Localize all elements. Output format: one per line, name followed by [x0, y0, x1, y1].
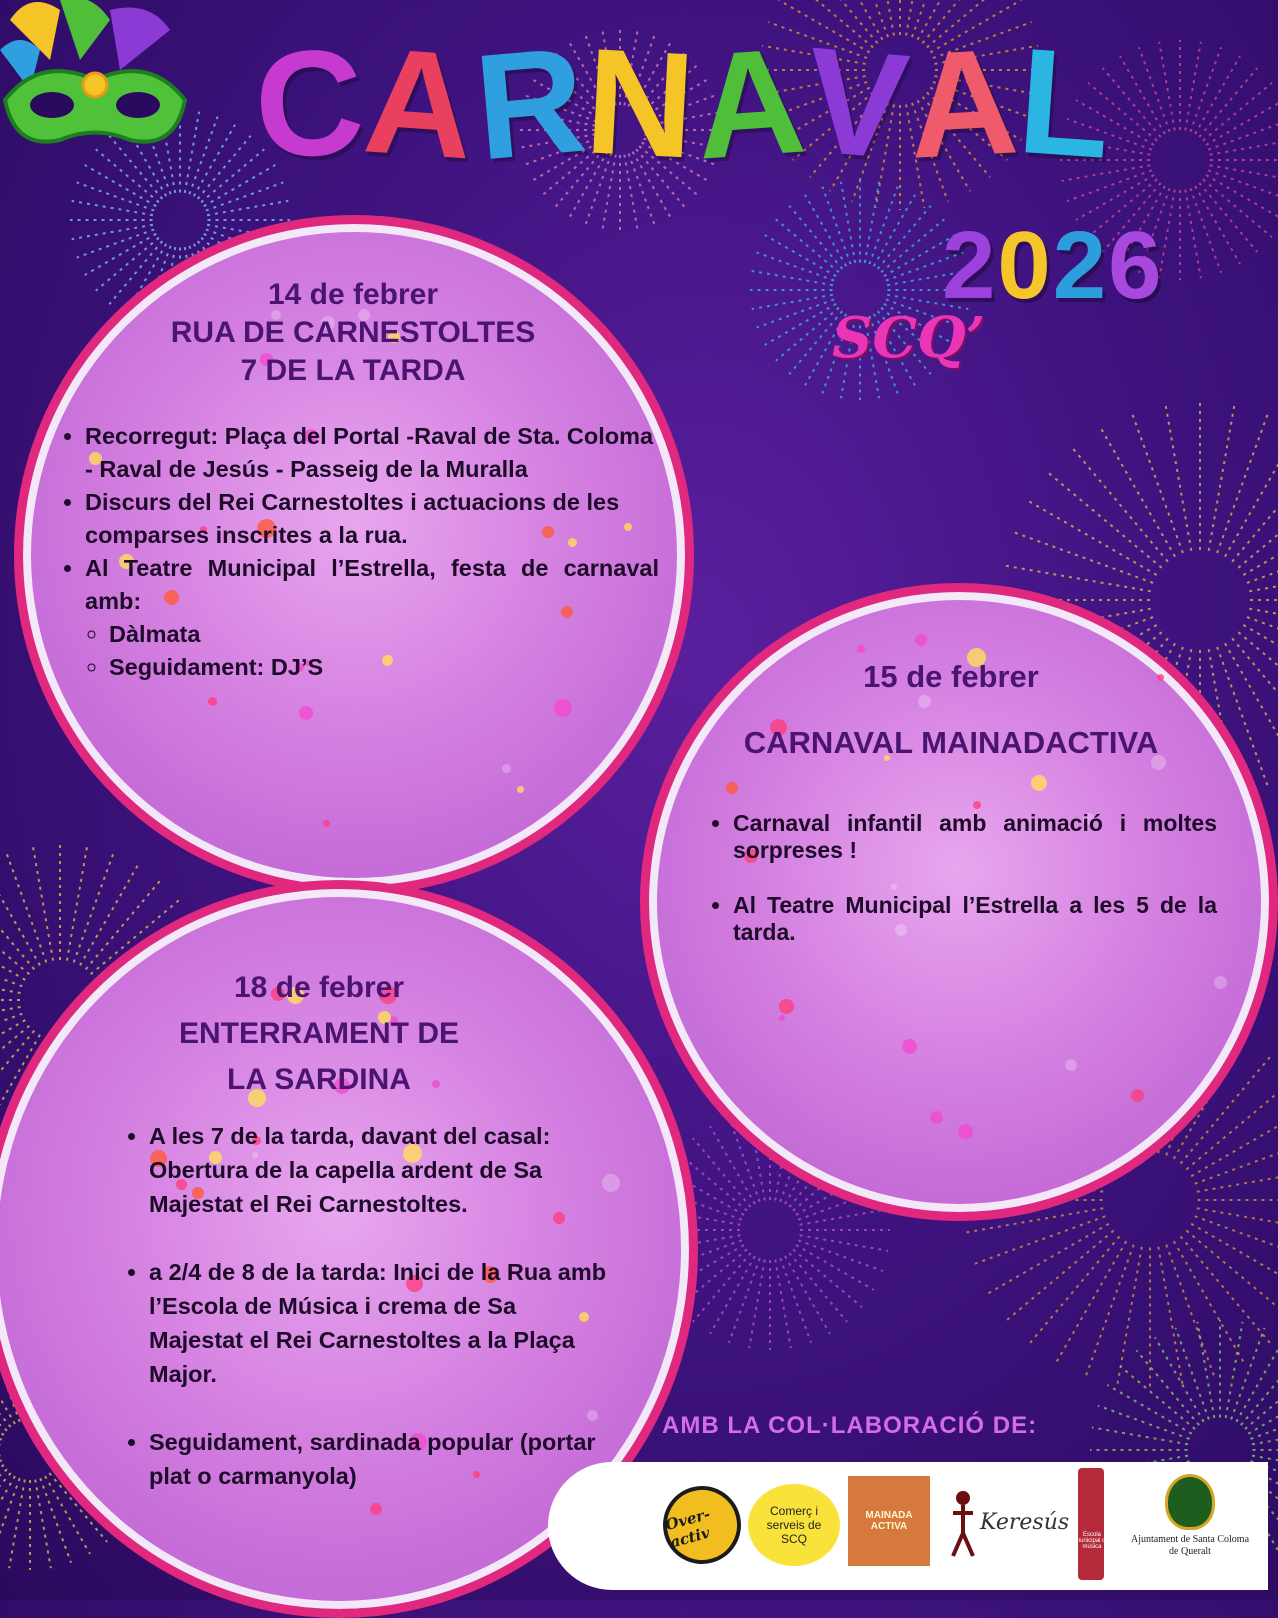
title-letter: R — [469, 23, 592, 182]
event-name-line: ENTERRAMENT DE — [29, 1011, 609, 1057]
event-circle-14-febrer — [14, 215, 694, 895]
event-name-line: LA SARDINA — [29, 1057, 609, 1103]
title-letter: L — [1014, 25, 1118, 181]
event-bullet: • A les 7 de la tarda, davant del casal: Obertura de la capella ardent de Sa Majestat el Rei Carnestoltes. — [149, 1119, 613, 1221]
keresus-logo: Keresús — [948, 1484, 1068, 1564]
event-bullet: • Recorregut: Plaça del Portal -Raval de Sta. Coloma - Raval de Jesús - Passeig de la Muralla — [85, 420, 659, 486]
comerc-logo: Comerç i serveis de SCQ — [748, 1484, 840, 1566]
year-digit: 2 — [942, 218, 997, 314]
event-bullet: • Al Teatre Municipal l’Estrella a les 5 de la tarda. — [733, 892, 1217, 946]
event-title — [255, 28, 1113, 178]
ajuntament-logo: Ajuntament de Santa Coloma de Queralt — [1128, 1474, 1252, 1584]
event-name-line: 7 DE LA TARDA — [43, 352, 663, 390]
collaboration-title: AMB LA COL·LABORACIÓ DE: — [662, 1412, 1037, 1440]
event-date: 15 de febrer — [649, 658, 1253, 696]
event-subtitle: SCQ’ — [832, 310, 985, 366]
event-date: 18 de febrer — [29, 965, 609, 1011]
title-letter: A — [360, 24, 481, 181]
event-sub-bullet: ◦ Seguidament: DJ’S — [109, 651, 659, 684]
escola-musica-logo: Escola municipal de música — [1070, 1468, 1114, 1580]
event-bullet: • Al Teatre Municipal l’Estrella, festa de carnaval amb: ◦ Dàlmata ◦ Seguidament: DJ’S — [85, 552, 659, 684]
event-name-line: RUA DE CARNESTOLTES — [43, 314, 663, 352]
over-activ-logo: Over-activ — [654, 1477, 750, 1573]
event-circle-15-febrer — [640, 583, 1278, 1221]
year-digit: 6 — [1108, 218, 1163, 314]
event-date: 14 de febrer — [43, 276, 663, 314]
title-letter: N — [582, 25, 700, 181]
title-letter: C — [251, 25, 369, 181]
title-letter: A — [691, 24, 812, 181]
year-digit: 0 — [997, 218, 1052, 314]
event-name-line: CARNAVAL MAINADACTIVA — [649, 724, 1253, 762]
carnival-mask-icon — [0, 0, 190, 160]
mainadactiva-logo: MAINADA ACTIVA — [848, 1476, 930, 1566]
event-bullet: • Seguidament, sardinada popular (portar plat o carmanyola) — [149, 1425, 613, 1493]
title-letter: V — [800, 24, 915, 182]
sponsors-bar — [548, 1462, 1268, 1590]
event-bullet: • Discurs del Rei Carnestoltes i actuacions de les comparses inscrites a la rua. — [85, 486, 659, 552]
event-bullet: • Carnaval infantil amb animació i moltes sorpreses ! — [733, 810, 1217, 864]
event-bullet: • a 2/4 de 8 de la tarda: Inici de la Rua amb l’Escola de Música i crema de Sa Majestat el Rei Carnestoltes a la Plaça Major. — [149, 1255, 613, 1391]
year-digit: 2 — [1053, 218, 1108, 314]
event-sub-bullet: ◦ Dàlmata — [109, 618, 659, 651]
event-year — [942, 218, 1164, 314]
title-letter: A — [905, 25, 1023, 181]
